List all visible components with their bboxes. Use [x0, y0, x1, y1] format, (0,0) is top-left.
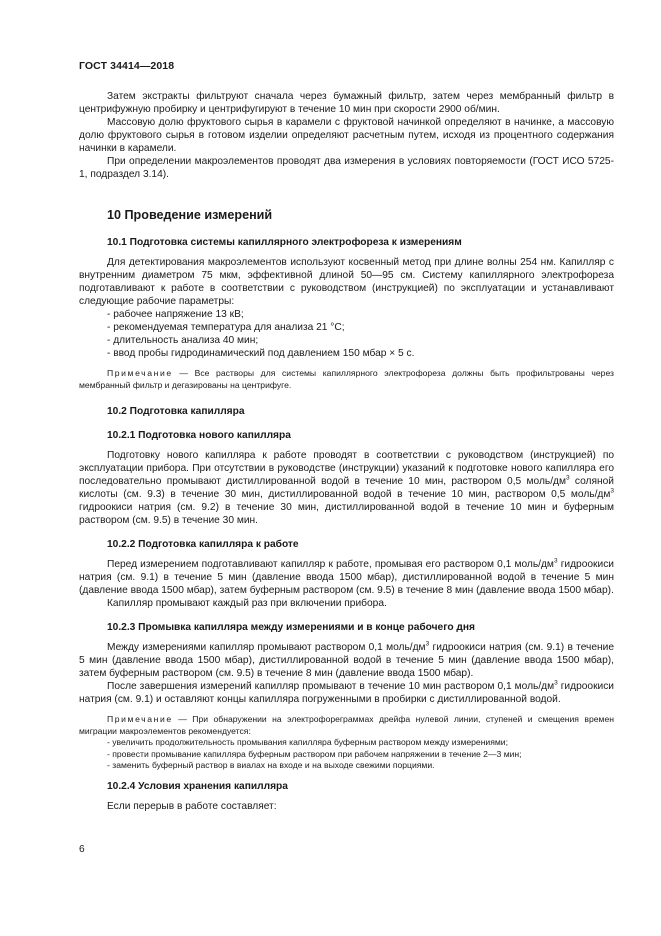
note-10-2-3: [79, 714, 614, 772]
param-item: - рекомендуемая температура для анализа 21 °С;: [107, 322, 345, 333]
note-item: - увеличить продолжительность промывания капилляра буферным раствором между измерениями;: [107, 737, 508, 747]
section-10-2-2-paragraph-2: Капилляр промывают каждый раз при включении прибора.: [107, 598, 387, 609]
section-10-2-3-paragraph-2: После завершения измерений капилляр промывают в течение 10 мин раствором 0,1 моль/$дм^3$ гидроокиси натрия (см. 9.1) и оставляют концы капилляра погруженными в пробирки с дистиллированной водой.: [79, 679, 614, 705]
section-10-1-paragraph: Для детектирования макроэлементов используют косвенный метод при длине волны 254 нм. Капилляр с внутренним диаметром 75 мкм, эффективной длиной 50—95 см. Систему капиллярного электрофореза подготавливают к работе в соответствии с руководством (инструкцией) по эксплуатации и устанавливают следующие рабочие параметры:: [79, 257, 614, 307]
note-text: — Все растворы для системы капиллярного электрофореза должны быть профильтрованы через мембранный фильтр и дегазированы на центрифуге.: [79, 368, 614, 390]
section-10-1-heading: 10.1 Подготовка системы капиллярного электрофореза к измерениям: [107, 237, 462, 248]
intro-paragraph-3: При определении макроэлементов проводят два измерения в условиях повторяемости (ГОСТ ИСО 5725-1, подраздел 3.14).: [79, 156, 614, 180]
section-10-2-1-heading: 10.2.1 Подготовка нового капилляра: [107, 430, 291, 441]
section-10-2-heading: 10.2 Подготовка капилляра: [107, 406, 245, 417]
section-10-2-2-heading: 10.2.2 Подготовка капилляра к работе: [107, 539, 299, 550]
note-label: Примечание: [107, 714, 173, 724]
page-content: [79, 90, 614, 813]
section-10-heading: 10 Проведение измерений: [107, 208, 273, 222]
section-10-2-3-heading: 10.2.3 Промывка капилляра между измерениями и в конце рабочего дня: [107, 622, 475, 633]
page-number: 6: [79, 844, 85, 855]
section-10-2-4-heading: 10.2.4 Условия хранения капилляра: [107, 780, 288, 792]
section-10-2-2-paragraph: Перед измерением подготавливают капилляр к работе, промывая его раствором 0,1 моль/$дм^3$ гидроокиси натрия (см. 9.1) в течение 5 мин (давление ввода 1500 мбар), дистиллированной водой в течение 5 мин (давление ввода 1500 мбар), затем буферным раствором (см. 9.5) в течение 8 мин (давление ввода 1500 мбар).: [79, 557, 614, 596]
note-text: — При обнаружении на электрофореграммах дрейфа нулевой линии, ступеней и смещения времен миграции макроэлементов рекомендуется:: [79, 714, 614, 736]
param-item: - ввод пробы гидродинамический под давлением 150 мбар × 5 с.: [107, 348, 415, 359]
document-header: ГОСТ 34414—2018: [79, 60, 175, 72]
note-label: Примечание: [107, 368, 173, 378]
note-10-1: [79, 368, 614, 391]
section-10-2-4-paragraph: Если перерыв в работе составляет:: [107, 800, 277, 812]
note-item: - заменить буферный раствор в виалах на входе и на выходе свежими порциями.: [107, 760, 435, 770]
param-item: - длительность анализа 40 мин;: [107, 335, 259, 346]
section-10-2-1-paragraph: Подготовку нового капилляра к работе проводят в соответствии с руководством (инструкцией) по эксплуатации прибора. При отсутствии в руководстве (инструкции) указаний к подготовке нового капилляра его последовательно промывают дистиллированной водой в течение 10 мин, раствором 0,5 моль/$дм^3$ соляной кислоты (см. 9.3) в течение 30 мин, дистиллированной водой в течение 10 мин, раствором 0,5 моль/$дм^3$ гидроокиси натрия (см. 9.2) в течение 30 мин, дистиллированной водой в течение 10 мин и буферным раствором (см. 9.5) в течение 30 мин.: [79, 450, 614, 526]
param-item: - рабочее напряжение 13 кВ;: [107, 309, 244, 320]
intro-paragraph-1: Затем экстракты фильтруют сначала через бумажный фильтр, затем через мембранный фильтр в центрифужную пробирку и центрифугируют в течение 10 мин при скорости 2900 об/мин.: [79, 91, 614, 115]
section-10-2-3-paragraph-1: Между измерениями капилляр промывают раствором 0,1 моль/$дм^3$ гидроокиси натрия (см. 9.1) в течение 5 мин (давление ввода 1500 мбар), дистиллированной водой в течение 5 мин (давление ввода 1500 мбар), затем буферным раствором (см. 9.5) в течение 8 мин (давление ввода 1500 мбар).: [79, 640, 614, 679]
note-item: - провести промывание капилляра буферным раствором при рабочем напряжении в течение 2—3 мин;: [107, 748, 522, 759]
intro-paragraph-2: Массовую долю фруктового сырья в карамели с фруктовой начинкой определяют в начинке, а массовую долю фруктового сырья в готовом изделии определяют расчетным путем, исходя из процентного содержания начинки в карамели.: [79, 117, 614, 154]
